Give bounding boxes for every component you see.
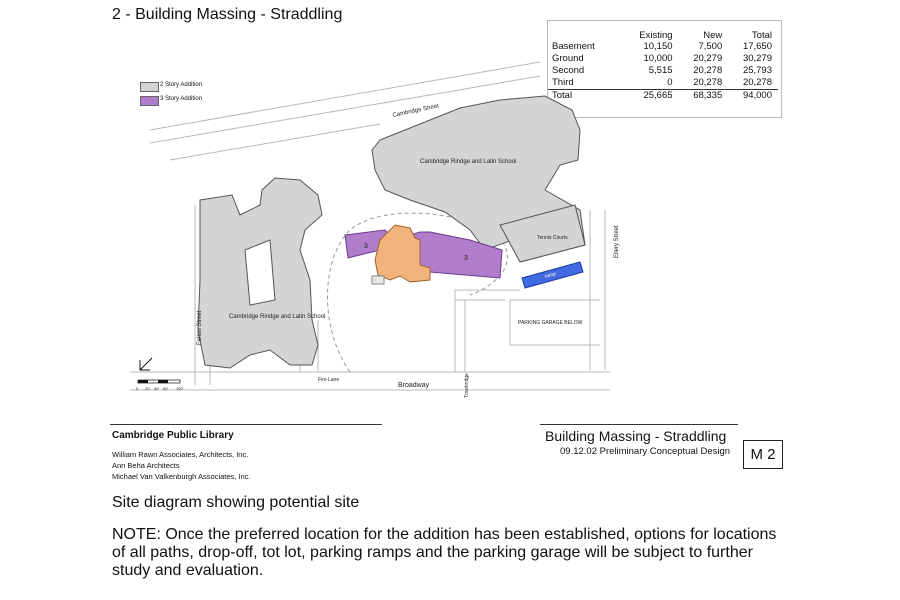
- table-row: [548, 41, 778, 53]
- row-existing: 0: [667, 77, 673, 88]
- row-existing: 10,000: [643, 53, 673, 64]
- scale-bar: [138, 380, 180, 383]
- row-existing: 10,150: [643, 41, 673, 52]
- total-total: 94,000: [728, 90, 778, 103]
- label-addition-west-mark: 3: [364, 243, 368, 250]
- row-label: Second: [552, 65, 585, 76]
- row-label: Third: [552, 77, 574, 88]
- row-new: 20,278: [693, 65, 723, 76]
- legend-label-2-story: 2 Story Addition: [160, 82, 203, 88]
- row-existing: 5,515: [648, 65, 673, 76]
- label-ellery-street: Ellery Street: [614, 225, 620, 258]
- area-table-header-total: Total: [751, 30, 772, 41]
- credit-line: Ann Beha Architects: [112, 461, 180, 470]
- row-total: 20,278: [742, 77, 772, 88]
- note-text: NOTE: Once the preferred location for the addition has been established, options for locations of all paths, drop-off, tot lot, parking ramps and the parking garage will be subject to further study and evaluation.: [112, 526, 777, 579]
- scale-label-40: 40': [154, 386, 160, 391]
- page-title: 2 - Building Massing - Straddling: [112, 6, 343, 23]
- sheet-subtitle: 09.12.02 Preliminary Conceptual Design: [560, 446, 731, 457]
- row-total: 30,279: [742, 53, 772, 64]
- total-existing: 25,665: [623, 90, 679, 103]
- label-trowbridge: Trowbridge: [464, 373, 470, 398]
- label-school-north: Cambridge Rindge and Latin School: [420, 159, 517, 165]
- label-school-west: Cambridge Rindge and Latin School: [229, 314, 326, 320]
- scale-label-60: 60': [163, 386, 169, 391]
- scale-label-20: 20': [145, 386, 151, 391]
- sheet-title: Building Massing - Straddling: [545, 428, 727, 444]
- total-new: 68,335: [679, 90, 729, 103]
- label-addition-east-mark: 3: [464, 255, 468, 262]
- client-name: Cambridge Public Library: [112, 430, 234, 441]
- area-table-header-new: New: [703, 30, 723, 41]
- area-table-header-blank: [548, 30, 623, 41]
- row-new: 20,279: [693, 53, 723, 64]
- credit-line: William Rawn Associates, Architects, Inc.: [112, 450, 249, 459]
- row-label: Ground: [552, 53, 584, 64]
- credit-line: Michael Van Valkenburgh Associates, Inc.: [112, 472, 251, 481]
- sheet-number: M 2: [743, 440, 783, 469]
- north-arrow-icon: [140, 358, 152, 370]
- label-broadway: Broadway: [398, 382, 430, 389]
- legend-label-3-story: 3 Story Addition: [160, 96, 203, 102]
- row-label: Basement: [552, 41, 595, 52]
- area-table-header-existing: Existing: [639, 30, 673, 41]
- area-table-header-row: [548, 30, 778, 41]
- label-felton-street: Felton Street: [197, 310, 203, 345]
- scale-label-100: 100': [176, 386, 184, 391]
- library-annex: [372, 276, 384, 284]
- row-new: 20,278: [693, 77, 723, 88]
- label-ramp: ramp: [543, 271, 557, 280]
- caption: Site diagram showing potential site: [112, 494, 360, 511]
- site-plan: [110, 60, 630, 420]
- label-cambridge-street: Cambridge Street: [392, 103, 440, 119]
- scale-label-0: 0: [136, 386, 139, 391]
- label-parking-garage: PARKING GARAGE BELOW: [518, 320, 583, 326]
- total-label: Total: [548, 90, 623, 103]
- row-total: 17,650: [742, 41, 772, 52]
- school-west-courtyard: [245, 240, 275, 305]
- title-block-rule-right: [540, 424, 738, 425]
- row-new: 7,500: [698, 41, 723, 52]
- label-fire-lane: Fire Lane: [318, 377, 340, 383]
- row-total: 25,793: [742, 65, 772, 76]
- label-tennis-courts: Tennis Courts: [537, 235, 568, 241]
- title-block-rule-left: [110, 424, 382, 425]
